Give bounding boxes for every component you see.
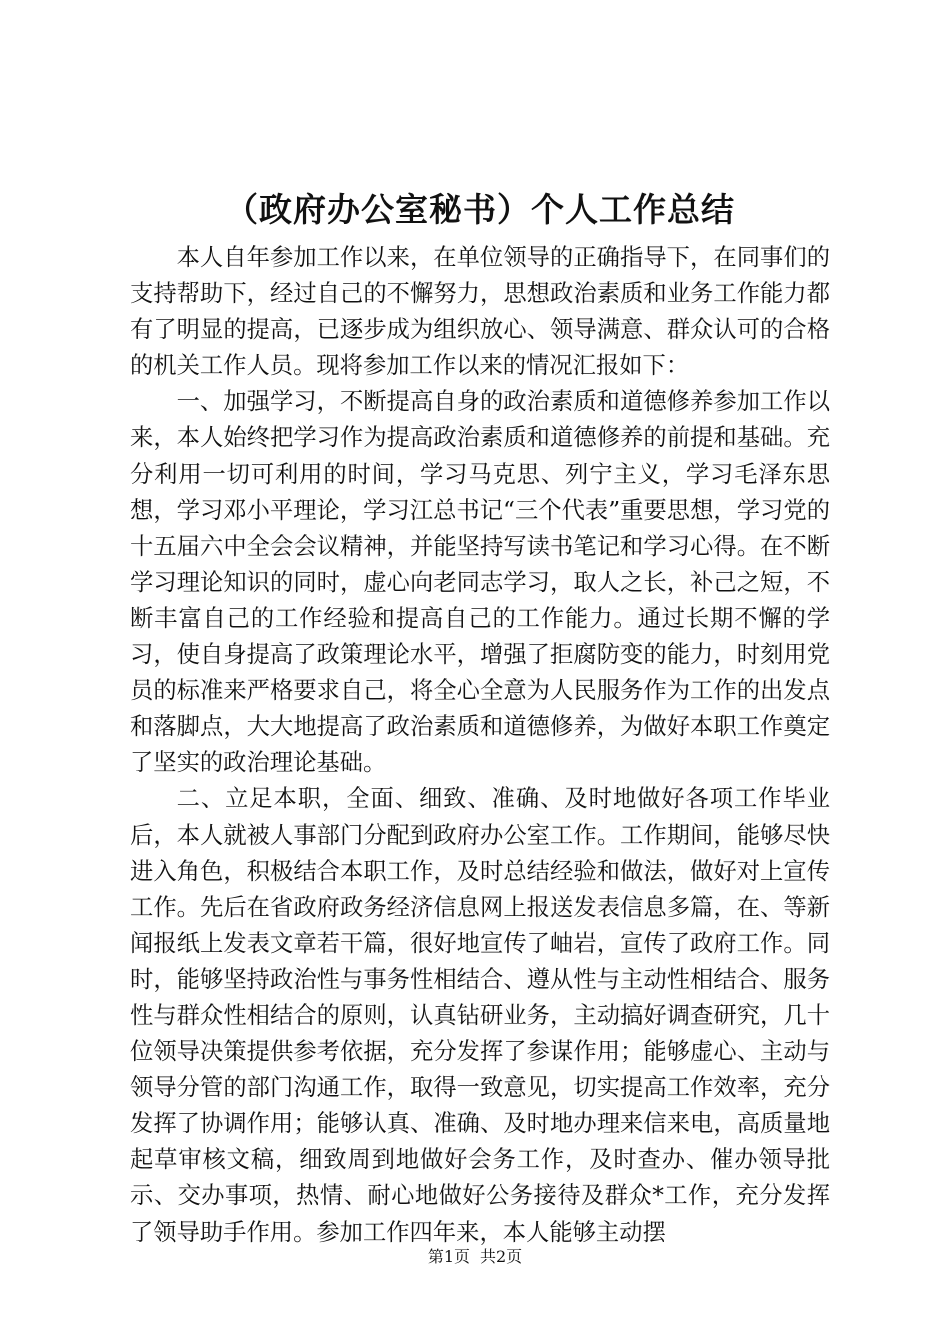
paragraph-intro: 本人自年参加工作以来，在单位领导的正确指导下，在同事们的支持帮助下，经过自己的不懈努力，思想政治素质和业务工作能力都有了明显的提高，已逐步成为组织放心、领导满意、群众认可的合格的机关工作人员。现将参加工作以来的情况汇报如下：	[130, 244, 830, 380]
page-footer	[0, 1245, 950, 1269]
paragraph-section-1: 一、加强学习，不断提高自身的政治素质和道德修养参加工作以来，本人始终把学习作为提高政治素质和道德修养的前提和基础。充分利用一切可利用的时间，学习马克思、列宁主义，学习毛泽东思想，学习邓小平理论，学习江总书记“三个代表”重要思想，学习党的十五届六中全会会议精神，并能坚持写读书笔记和学习心得。在不断学习理论知识的同时，虚心向老同志学习，取人之长，补己之短，不断丰富自己的工作经验和提高自己的工作能力。通过长期不懈的学习，使自身提高了政策理论水平，增强了拒腐防变的能力，时刻用党员的标准来严格要求自己，将全心全意为人民服务作为工作的出发点和落脚点，大大地提高了政治素质和道德修养，为做好本职工作奠定了坚实的政治理论基础。	[130, 388, 830, 777]
paragraph-section-2: 二、立足本职，全面、细致、准确、及时地做好各项工作毕业后，本人就被人事部门分配到政府办公室工作。工作期间，能够尽快进入角色，积极结合本职工作，及时总结经验和做法，做好对上宣传工作。先后在省政府政务经济信息网上报送发表信息多篇，在、等新闻报纸上发表文章若干篇，很好地宣传了岫岩，宣传了政府工作。同时，能够坚持政治性与事务性相结合、遵从性与主动性相结合、服务性与群众性相结合的原则，认真钻研业务，主动搞好调查研究，几十位领导决策提供参考依据，充分发挥了参谋作用；能够虚心、主动与领导分管的部门沟通工作，取得一致意见，切实提高工作效率，充分发挥了协调作用；能够认真、准确、及时地办理来信来电，高质量地起草审核文稿，细致周到地做好会务工作，及时查办、催办领导批示、交办事项，热情、耐心地做好公务接待及群众*工作，充分发挥了领导助手作用。参加工作四年来，本人能够主动摆	[130, 785, 830, 1246]
document-title: （政府办公室秘书）个人工作总结	[225, 190, 735, 229]
page-number: 第1页	[427, 1247, 470, 1266]
document-body	[130, 240, 830, 1251]
page-total: 共2页	[480, 1247, 523, 1266]
